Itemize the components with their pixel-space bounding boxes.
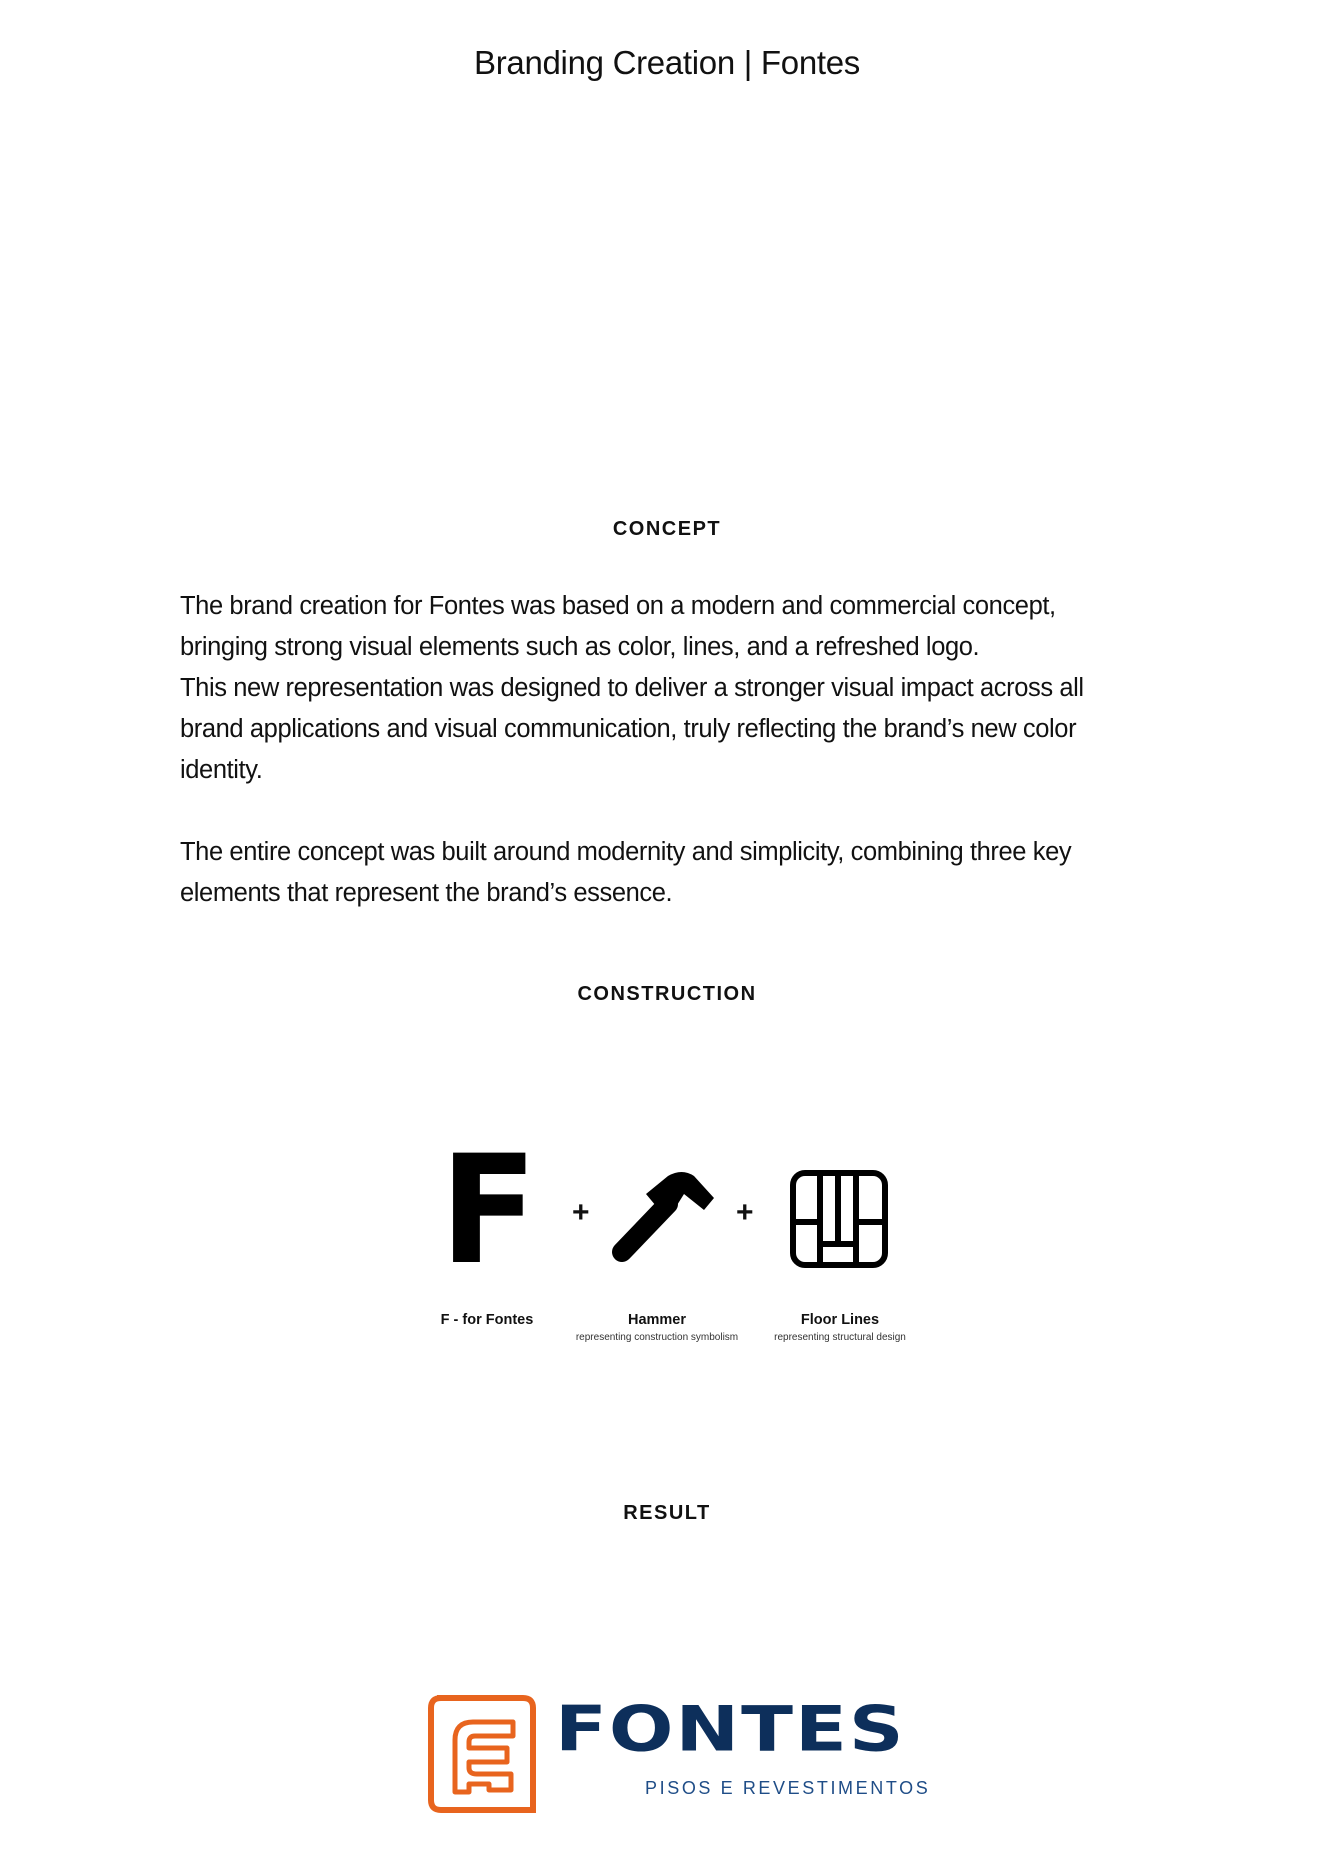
construction-heading: CONSTRUCTION [577,983,757,1005]
page-title: Branding Creation | Fontes [474,44,860,81]
paragraph-line: The entire concept was built around modernity and simplicity, combining three key [180,838,1072,866]
floor-lines-icon [790,1170,888,1268]
concept-heading: CONCEPT [612,518,722,540]
paragraph-line: identity. [180,756,263,784]
caption-title: Hammer [627,1312,687,1328]
caption-title: F - for Fontes [440,1312,534,1328]
paragraph-line: The brand creation for Fontes was based on a modern and commercial concept, [180,592,1056,620]
letter-f-glyph: F [440,1124,538,1298]
paragraph-line: bringing strong visual elements such as color, lines, and a refreshed logo. [180,633,980,661]
caption-subtitle: representing construction symbolism [575,1332,739,1343]
letter-f-icon [440,1124,538,1298]
result-heading: RESULT [623,1502,711,1524]
caption-title: Floor Lines [800,1312,880,1328]
paragraph-line: This new representation was designed to deliver a stronger visual impact across all [180,674,1084,702]
plus-sign: + [572,1196,590,1229]
caption-subtitle: representing structural design [774,1332,906,1343]
concept-paragraph-2 [180,832,1140,914]
construction-row [0,1124,1334,1343]
logo-tagline: PISOS E REVESTIMENTOS [645,1778,931,1798]
logo-wordmark: FONTES [555,1692,906,1766]
plus-sign: + [736,1196,754,1229]
paragraph-line: elements that represent the brand’s essence. [180,879,673,907]
paragraph-line: brand applications and visual communication, truly reflecting the brand’s new color [180,715,1077,743]
fontes-logo [425,1690,931,1820]
concept-paragraph-1 [180,586,1140,791]
hammer-icon [608,1170,716,1266]
logo-mark-icon [427,1694,537,1814]
caption-floor-lines [720,1312,960,1343]
